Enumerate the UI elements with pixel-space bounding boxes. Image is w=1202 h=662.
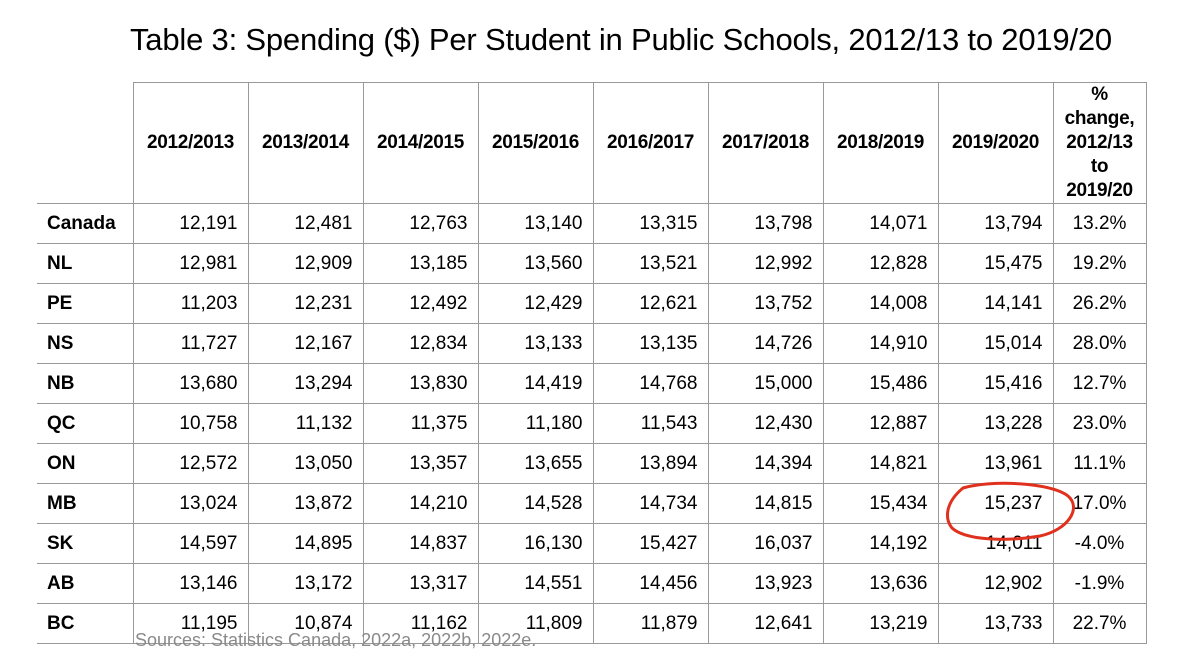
spending-table <box>37 82 1147 644</box>
value-cell: 13,680 <box>133 364 248 404</box>
value-cell: 14,456 <box>593 564 708 604</box>
value-cell: 13,560 <box>478 244 593 284</box>
value-cell: 12,828 <box>823 244 938 284</box>
value-cell: 13,294 <box>248 364 363 404</box>
value-cell: 13,794 <box>938 204 1053 244</box>
value-cell: 12,887 <box>823 404 938 444</box>
value-cell: 12,834 <box>363 324 478 364</box>
value-cell: 13,752 <box>708 284 823 324</box>
value-cell: 14,071 <box>823 204 938 244</box>
percent-change-cell: 23.0% <box>1053 404 1146 444</box>
value-cell: 13,961 <box>938 444 1053 484</box>
value-cell: 15,237 <box>938 484 1053 524</box>
value-cell: 11,180 <box>478 404 593 444</box>
column-header: 2013/2014 <box>248 83 363 204</box>
value-cell: 15,427 <box>593 524 708 564</box>
value-cell: 13,894 <box>593 444 708 484</box>
header-row <box>37 83 1146 204</box>
value-cell: 13,636 <box>823 564 938 604</box>
value-cell: 11,809 <box>478 604 593 644</box>
value-cell: 12,763 <box>363 204 478 244</box>
percent-change-cell: -4.0% <box>1053 524 1146 564</box>
value-cell: 11,132 <box>248 404 363 444</box>
value-cell: 15,416 <box>938 364 1053 404</box>
value-cell: 13,521 <box>593 244 708 284</box>
value-cell: 13,923 <box>708 564 823 604</box>
value-cell: 14,551 <box>478 564 593 604</box>
value-cell: 15,475 <box>938 244 1053 284</box>
value-cell: 12,430 <box>708 404 823 444</box>
value-cell: 12,641 <box>708 604 823 644</box>
value-cell: 11,727 <box>133 324 248 364</box>
value-cell: 11,879 <box>593 604 708 644</box>
value-cell: 14,528 <box>478 484 593 524</box>
value-cell: 14,394 <box>708 444 823 484</box>
value-cell: 13,219 <box>823 604 938 644</box>
value-cell: 13,733 <box>938 604 1053 644</box>
percent-change-cell: 22.7% <box>1053 604 1146 644</box>
percent-change-cell: 17.0% <box>1053 484 1146 524</box>
table-row <box>37 324 1146 364</box>
value-cell: 14,419 <box>478 364 593 404</box>
value-cell: 14,734 <box>593 484 708 524</box>
table-row <box>37 484 1146 524</box>
table-row <box>37 204 1146 244</box>
value-cell: 14,768 <box>593 364 708 404</box>
row-label: SK <box>37 524 133 564</box>
value-cell: 15,434 <box>823 484 938 524</box>
column-header: 2017/2018 <box>708 83 823 204</box>
table-title: Table 3: Spending ($) Per Student in Public Schools, 2012/13 to 2019/20 <box>130 22 1112 57</box>
table-row <box>37 364 1146 404</box>
value-cell: 12,981 <box>133 244 248 284</box>
value-cell: 12,902 <box>938 564 1053 604</box>
table-row <box>37 564 1146 604</box>
row-label: MB <box>37 484 133 524</box>
value-cell: 15,000 <box>708 364 823 404</box>
value-cell: 13,050 <box>248 444 363 484</box>
value-cell: 12,492 <box>363 284 478 324</box>
value-cell: 13,830 <box>363 364 478 404</box>
value-cell: 13,172 <box>248 564 363 604</box>
value-cell: 14,895 <box>248 524 363 564</box>
percent-change-cell: 28.0% <box>1053 324 1146 364</box>
value-cell: 10,758 <box>133 404 248 444</box>
value-cell: 14,008 <box>823 284 938 324</box>
value-cell: 13,140 <box>478 204 593 244</box>
value-cell: 12,992 <box>708 244 823 284</box>
row-label: PE <box>37 284 133 324</box>
value-cell: 12,429 <box>478 284 593 324</box>
value-cell: 14,210 <box>363 484 478 524</box>
row-label: QC <box>37 404 133 444</box>
table-row <box>37 404 1146 444</box>
value-cell: 12,621 <box>593 284 708 324</box>
row-label: NS <box>37 324 133 364</box>
row-label: Canada <box>37 204 133 244</box>
table-row <box>37 284 1146 324</box>
value-cell: 13,798 <box>708 204 823 244</box>
percent-change-cell: -1.9% <box>1053 564 1146 604</box>
value-cell: 14,726 <box>708 324 823 364</box>
value-cell: 14,597 <box>133 524 248 564</box>
column-header: 2016/2017 <box>593 83 708 204</box>
row-label: NL <box>37 244 133 284</box>
value-cell: 13,228 <box>938 404 1053 444</box>
value-cell: 12,481 <box>248 204 363 244</box>
value-cell: 13,146 <box>133 564 248 604</box>
value-cell: 14,815 <box>708 484 823 524</box>
column-header: 2018/2019 <box>823 83 938 204</box>
value-cell: 13,185 <box>363 244 478 284</box>
value-cell: 16,130 <box>478 524 593 564</box>
value-cell: 11,195 <box>133 604 248 644</box>
table-row <box>37 444 1146 484</box>
value-cell: 14,011 <box>938 524 1053 564</box>
value-cell: 13,024 <box>133 484 248 524</box>
value-cell: 11,203 <box>133 284 248 324</box>
value-cell: 12,167 <box>248 324 363 364</box>
value-cell: 14,141 <box>938 284 1053 324</box>
percent-change-cell: 26.2% <box>1053 284 1146 324</box>
value-cell: 15,014 <box>938 324 1053 364</box>
value-cell: 15,486 <box>823 364 938 404</box>
value-cell: 13,872 <box>248 484 363 524</box>
column-header: 2019/2020 <box>938 83 1053 204</box>
value-cell: 11,375 <box>363 404 478 444</box>
value-cell: 13,135 <box>593 324 708 364</box>
value-cell: 12,909 <box>248 244 363 284</box>
value-cell: 14,837 <box>363 524 478 564</box>
column-header: % change, 2012/13 to 2019/20 <box>1053 83 1146 204</box>
table-row <box>37 244 1146 284</box>
column-header: 2015/2016 <box>478 83 593 204</box>
value-cell: 12,572 <box>133 444 248 484</box>
column-header: 2014/2015 <box>363 83 478 204</box>
value-cell: 16,037 <box>708 524 823 564</box>
value-cell: 12,191 <box>133 204 248 244</box>
value-cell: 13,655 <box>478 444 593 484</box>
value-cell: 10,874 <box>248 604 363 644</box>
table-row <box>37 524 1146 564</box>
value-cell: 14,910 <box>823 324 938 364</box>
percent-change-cell: 11.1% <box>1053 444 1146 484</box>
value-cell: 11,543 <box>593 404 708 444</box>
value-cell: 14,192 <box>823 524 938 564</box>
row-label: AB <box>37 564 133 604</box>
percent-change-cell: 19.2% <box>1053 244 1146 284</box>
value-cell: 14,821 <box>823 444 938 484</box>
value-cell: 13,315 <box>593 204 708 244</box>
table-body <box>37 204 1146 644</box>
value-cell: 13,133 <box>478 324 593 364</box>
value-cell: 11,162 <box>363 604 478 644</box>
corner-cell <box>37 83 133 204</box>
percent-change-cell: 13.2% <box>1053 204 1146 244</box>
percent-change-cell: 12.7% <box>1053 364 1146 404</box>
value-cell: 13,357 <box>363 444 478 484</box>
row-label: BC <box>37 604 133 644</box>
column-header: 2012/2013 <box>133 83 248 204</box>
source-note: Sources: Statistics Canada, 2022a, 2022b, 2022e. <box>135 630 537 650</box>
row-label: NB <box>37 364 133 404</box>
row-label: ON <box>37 444 133 484</box>
value-cell: 12,231 <box>248 284 363 324</box>
value-cell: 13,317 <box>363 564 478 604</box>
